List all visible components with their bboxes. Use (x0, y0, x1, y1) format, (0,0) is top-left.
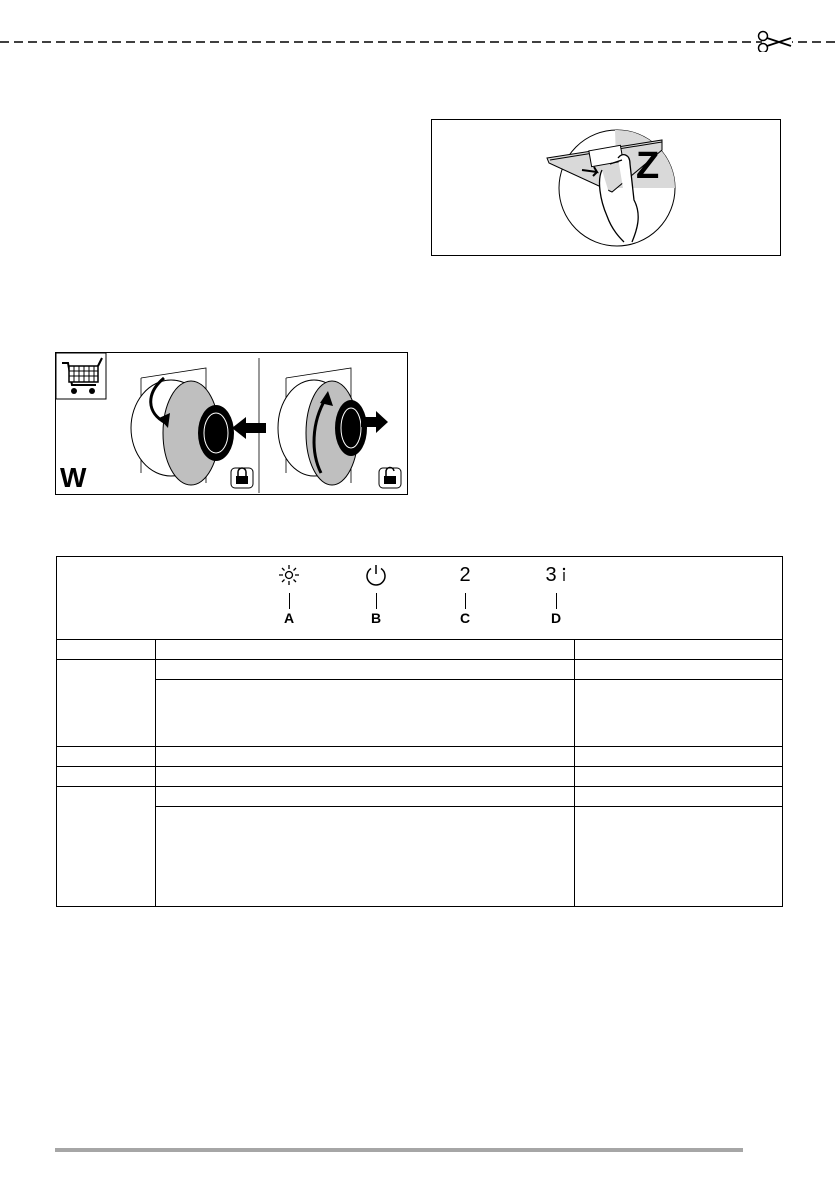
light-icon (277, 563, 301, 587)
filter-install-illustration (131, 368, 266, 488)
table-row (57, 747, 783, 767)
key-a-label: A (283, 610, 295, 626)
info-mark-icon (561, 567, 567, 581)
table-row (57, 767, 783, 787)
key-d-label: D (550, 610, 562, 626)
table-row (57, 680, 783, 747)
key-d (536, 563, 576, 626)
table-row (57, 787, 783, 807)
control-panel-table (56, 556, 783, 907)
key-b (356, 563, 396, 626)
cut-line (0, 12, 839, 52)
figure-letter-z: Z (636, 145, 660, 187)
key-c-symbol: 2 (459, 564, 471, 586)
filter-remove-illustration (278, 368, 401, 488)
shopping-cart-icon (56, 353, 106, 399)
key-d-symbol: 3 (545, 564, 557, 586)
table-row (57, 640, 783, 660)
table-row (57, 660, 783, 680)
table-row (57, 807, 783, 907)
key-c-label: C (459, 610, 471, 626)
figure-w (55, 352, 408, 495)
key-b-label: B (370, 610, 382, 626)
hand-press-button-illustration (432, 120, 782, 257)
key-a (269, 563, 309, 626)
footer-rule (55, 1148, 743, 1152)
power-icon (364, 563, 388, 587)
control-panel-diagram (57, 557, 783, 640)
figure-z (431, 119, 781, 256)
scissors-icon (759, 32, 793, 53)
figure-letter-w: W (60, 462, 87, 493)
key-c (445, 563, 485, 626)
